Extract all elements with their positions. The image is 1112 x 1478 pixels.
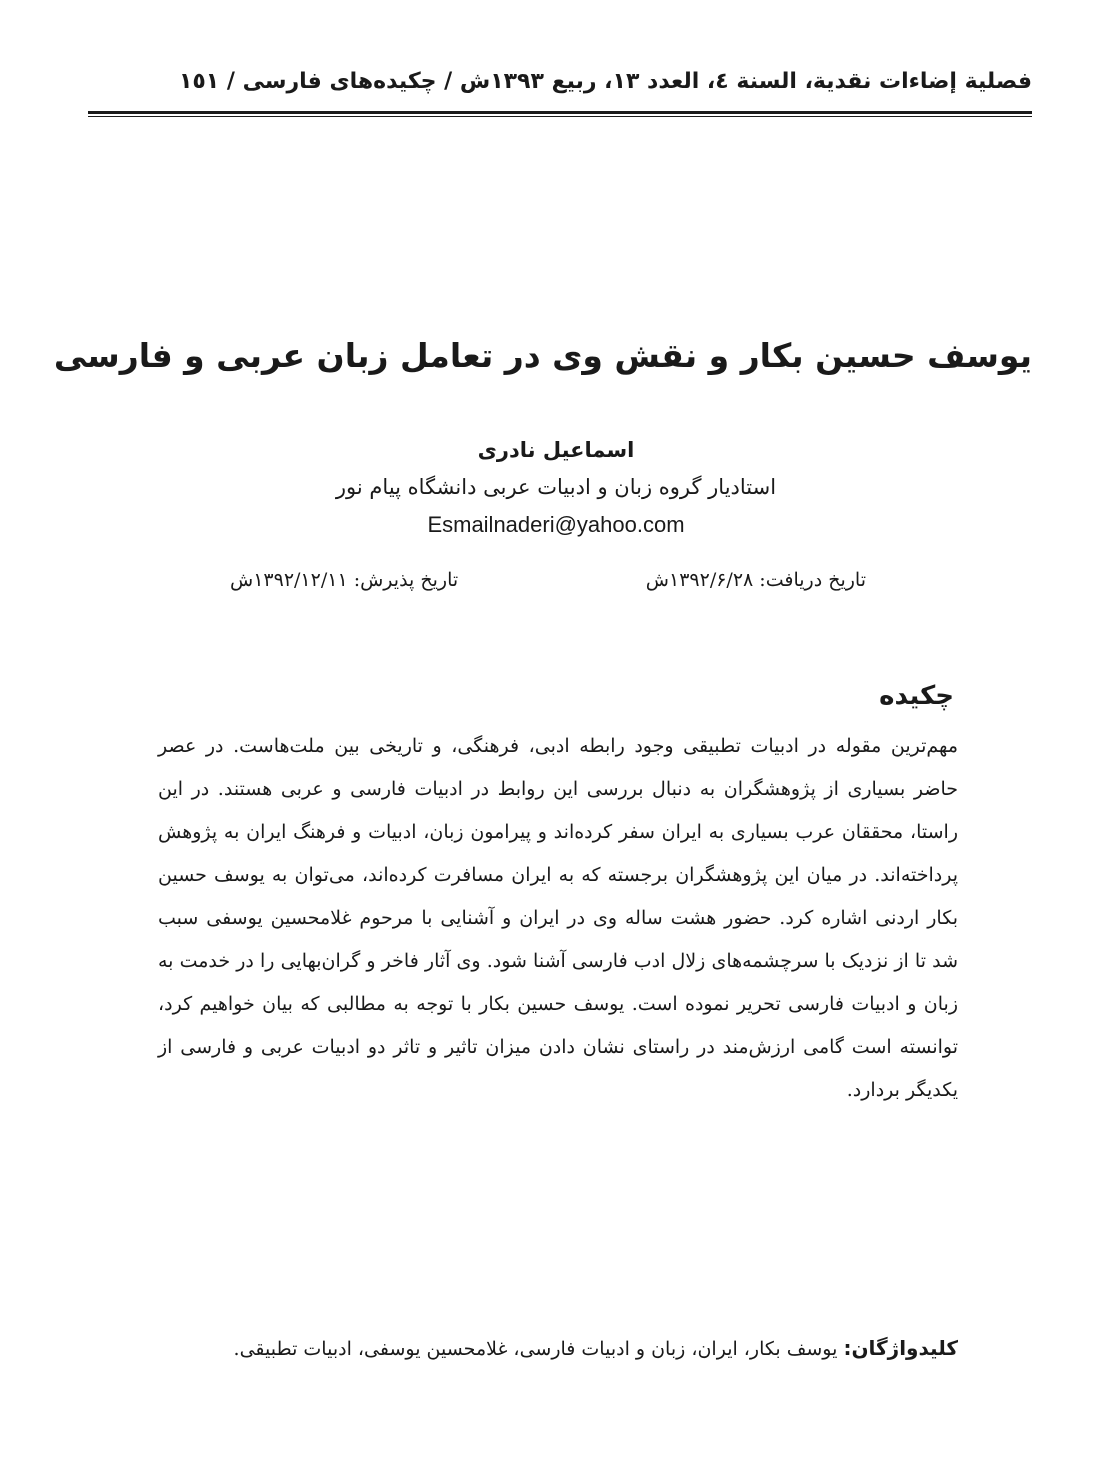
header-rule-thick <box>88 111 1032 114</box>
received-date <box>646 562 866 598</box>
author-email: Esmailnaderi@yahoo.com <box>427 512 685 537</box>
article-title: یوسف حسین بکار و نقش وی در تعامل زبان عربی و فارسی <box>53 336 1032 375</box>
header-rule-thin <box>88 116 1032 117</box>
received-date-value: ۱۳۹۲/۶/۲۸ش <box>645 569 754 591</box>
received-date-label: تاریخ دریافت: <box>759 569 866 591</box>
accepted-date <box>230 562 458 598</box>
author-block <box>80 432 1032 544</box>
author-name: اسماعیل نادری <box>477 438 635 462</box>
keywords-label: کلیدواژگان: <box>843 1336 958 1360</box>
keywords-text: یوسف بکار، ایران، زبان و ادبیات فارسی، غلامحسین یوسفی، ادبیات تطبیقی. <box>233 1338 838 1360</box>
running-header: فصلية إضاءات نقدية، السنة ٤، العدد ١٣، ربيع ١٣٩٣ش / چكيده‌هاى فارسى / ١٥١ <box>178 69 1032 94</box>
author-affiliation: استادیار گروه زبان و ادبیات عربی دانشگاه پیام نور <box>335 475 777 499</box>
keywords <box>158 1326 958 1372</box>
accepted-date-value: ۱۳۹۲/۱۲/۱۱ش <box>230 569 348 591</box>
abstract-body: مهم‌ترین مقوله در ادبیات تطبیقی وجود رابطه ادبی، فرهنگی، و تاریخی بین ملت‌هاست. در عصر حاضر بسیاری از پژوهشگران به دنبال بررسی این روابط در ادبیات فارسی و عربی هستند. در این راستا، محققان عرب بسیاری به ایران سفر کرده‌اند و پیرامون زبان، ادبیات و فرهنگ ایران به پژوهش پرداخته‌اند. در میان این پژوهشگران برجسته که به ایران مسافرت کرده‌اند، می‌توان به یوسف حسین بکار اردنی اشاره کرد. حضور هشت ساله وی در ایران و آشنایی با مرحوم غلامحسین یوسفی سبب شد تا از نزدیک با سرچشمه‌های زلال ادب فارسی آشنا شود. وی آثار فاخر و گران‌بهایی را در خدمت به زبان و ادبیات فارسی تحریر نموده است. یوسف حسین بکار با توجه به مطالبی که بیان خواهیم کرد، توانسته است گامی ارزش‌مند در راستای نشان دادن میزان تاثیر و تاثر دو ادبیات عربی و فارسی از یکدیگر بردارد. <box>158 735 958 1101</box>
submission-dates <box>230 562 866 598</box>
abstract-heading: چکیده <box>879 681 954 711</box>
accepted-date-label: تاریخ پذیرش: <box>353 569 459 591</box>
